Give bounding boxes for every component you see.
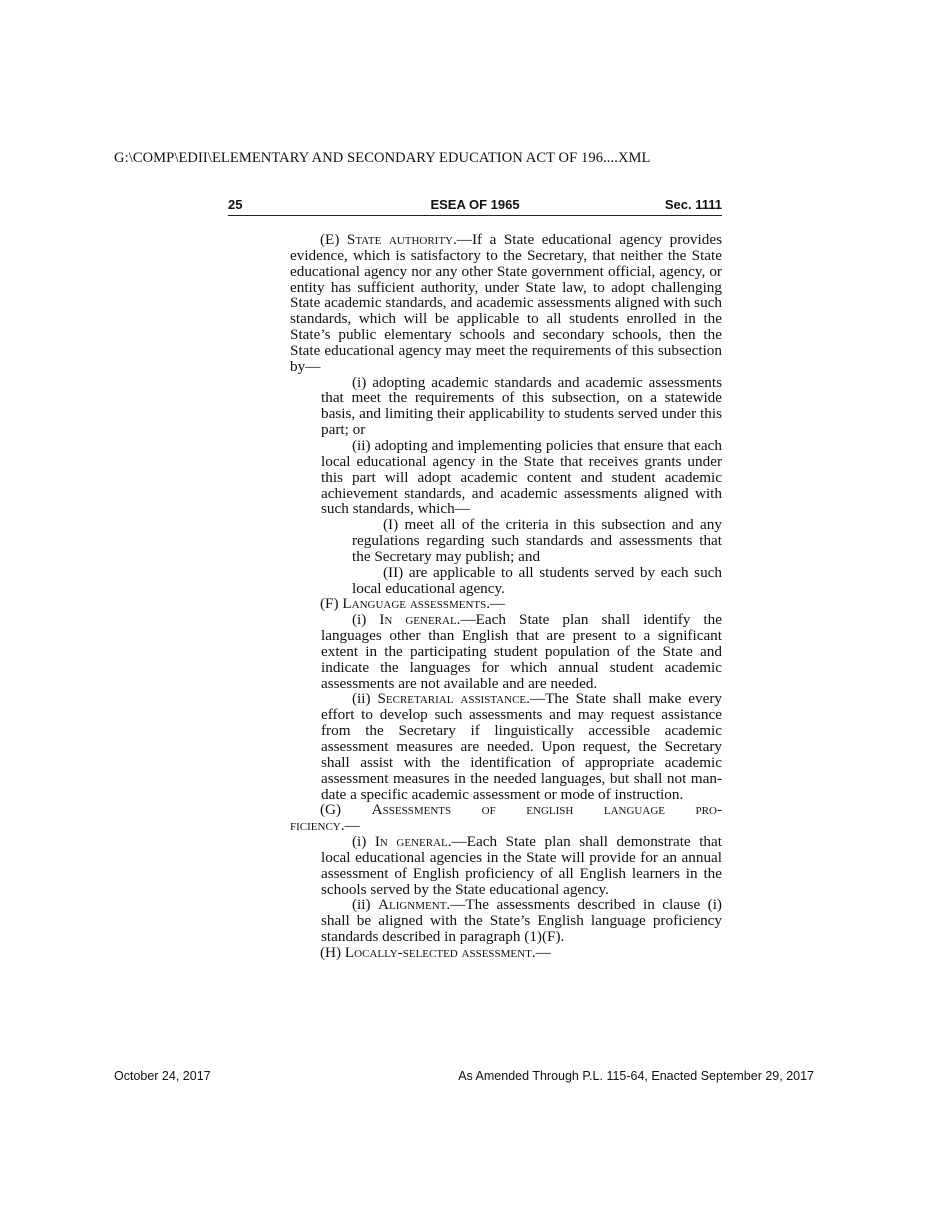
clause-g-i: (i) In general.—Each State plan shall demonstrate that local educational agencies in the State will provide for an annual assessment of English proficiency of all English learners in the schools served by the State educational agency.: [321, 833, 722, 898]
heading-language-assessments: Language assessments: [342, 595, 487, 613]
clause-e-i: (i) adopting academic standards and academic assessments that meet the requirements of this subsection, on a statewide basis, and limiting their applicability to students served under this part; or: [321, 373, 722, 439]
heading-locally-selected-assessment: Locally-selected assessment: [344, 943, 532, 961]
clause-f-ii: (ii) Secretarial assistance.—The State shall make every effort to develop such assessments and may request assistance from the Secretary if linguistically accessible academic assessment measures are needed. Upon request, the Secretary shall assist with the identification of appropriate academic assessment measures in the needed languages, but shall not mandate a specific academic assessment or mode of instruction.: [321, 690, 723, 803]
paragraph-g-cont: ficiency.—: [290, 817, 360, 835]
paragraph-e: (E) State authority.—If a State educational agency provides evidence, which is satisfactory to the Secretary, that neither the State educational agency nor any other State government official, agency, or entity has sufficient authority, under State law, to adopt challenging State academic standards, and academic assessments aligned with such standards, which will be applicable to all students enrolled in the State’s public elementary schools and secondary schools, then the State educational agency may meet the requirements of this subsection by—: [290, 231, 722, 375]
heading-in-general-f: In general: [379, 611, 457, 629]
clause-f-i: (i) In general.—Each State plan shall identify the languages other than English that are present to a significant extent in the participating student population of the State and indicate the languages for which annual student academic assessments are not available and are needed.: [321, 611, 722, 692]
file-path: G:\COMP\EDII\ELEMENTARY AND SECONDARY EDUCATION ACT OF 196....XML: [114, 150, 651, 166]
page-title: ESEA OF 1965: [430, 197, 520, 212]
page-number: 25: [228, 197, 243, 212]
running-head: [228, 196, 722, 216]
subclause-e-ii-II: (II) are applicable to all students served by each such local educational agency.: [352, 563, 722, 597]
footer-amended: As Amended Through P.L. 115-64, Enacted September 29, 2017: [458, 1069, 814, 1083]
heading-alignment: Alignment: [378, 896, 447, 914]
clause-e-ii: (ii) adopting and implementing policies that ensure that each local educational agency in the State that receives grants under this part will adopt academic content and student academic achievement standards, and academic assessments aligned with such standards, which—: [321, 436, 722, 518]
heading-secretarial-assistance: Secretarial assistance: [377, 690, 527, 708]
footer-date: October 24, 2017: [114, 1069, 211, 1083]
subclause-e-ii-I: (I) meet all of the criteria in this subsection and any regulations regarding such standards and assessments that the Secretary may publish; and: [352, 516, 722, 565]
section-number: Sec. 1111: [664, 197, 722, 212]
paragraph-f: (F) Language assessments.—: [320, 595, 506, 613]
heading-assessments-english-proficiency: Assessments of english language pro-: [371, 801, 723, 819]
heading-state-authority: State authority: [346, 231, 453, 248]
paragraph-h: (H) Locally-selected assessment.—: [320, 943, 551, 961]
heading-in-general-g: In general: [374, 833, 448, 851]
clause-g-ii: (ii) Alignment.—The assessments described in clause (i) shall be aligned with the State’s English language proficiency standards described in paragraph (1)(F).: [321, 896, 722, 946]
paragraph-g: (G) Assessments of english language pro-: [320, 801, 723, 819]
document-body: [290, 232, 722, 961]
